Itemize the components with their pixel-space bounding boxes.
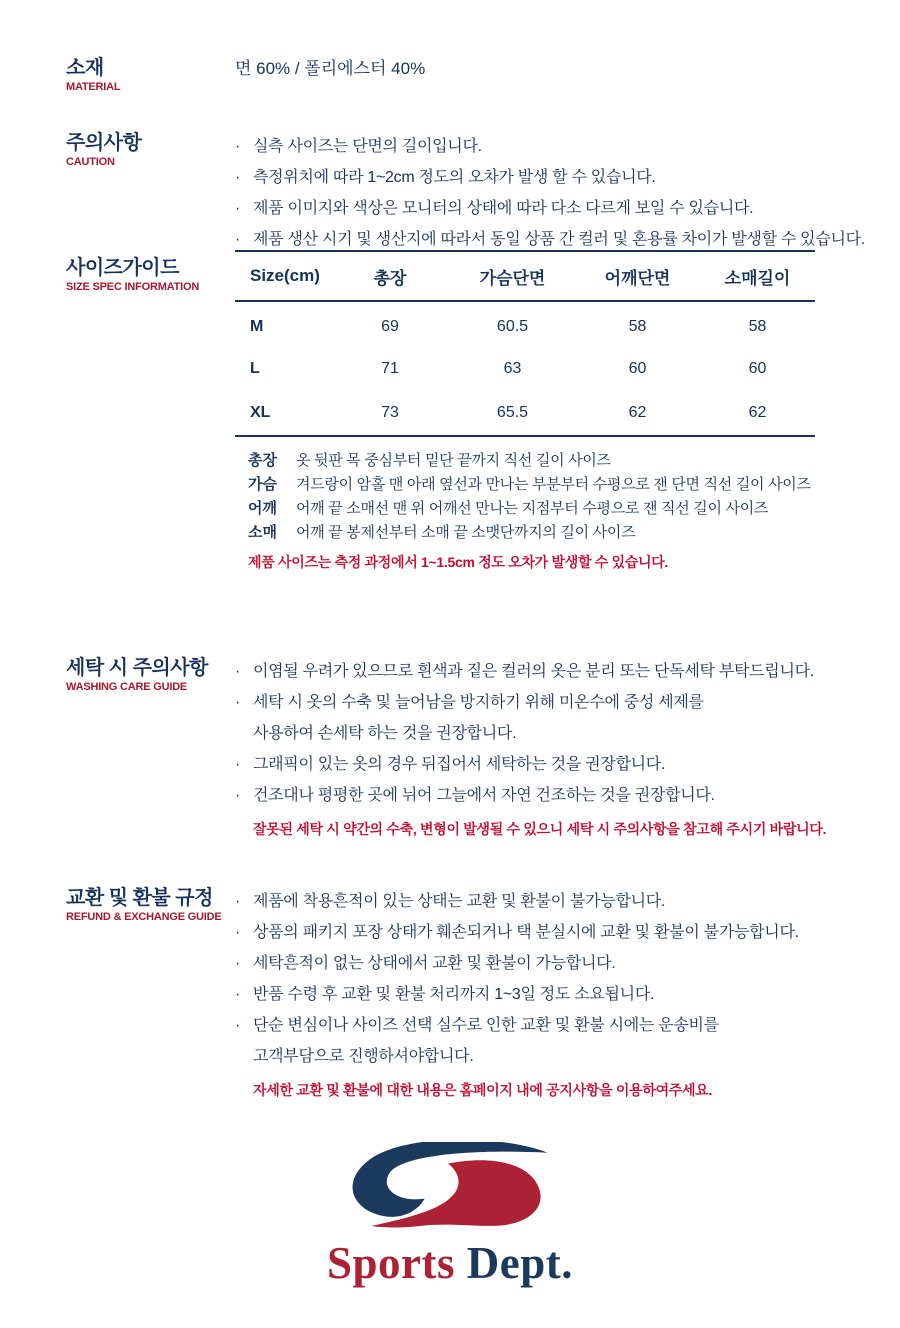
bullet-item — [235, 979, 860, 1010]
size-guide-content — [235, 250, 860, 572]
bullet-dot-icon: · — [235, 231, 241, 248]
material-content — [235, 56, 860, 81]
bullet-text: 실측 사이즈는 단면의 길이입니다. — [253, 138, 482, 155]
bullet-text: 이염될 우려가 있으므로 흰색과 짙은 컬러의 옷은 분리 또는 단독세탁 부탁드립니다. — [253, 663, 814, 680]
size-row-label: L — [250, 359, 260, 377]
measurement-note — [248, 449, 860, 473]
refund-warning: 자세한 교환 및 환불에 대한 내용은 홈페이지 내에 공지사항을 이용하여주세요. — [253, 1082, 713, 1098]
caution-subtitle: CAUTION — [66, 156, 115, 168]
bullet-item — [235, 193, 860, 224]
bullet-item — [235, 780, 860, 811]
material-value: 면 60% / 폴리에스터 40% — [235, 59, 426, 78]
material-label — [66, 56, 235, 93]
refund-subtitle: REFUND & EXCHANGE GUIDE — [66, 911, 222, 923]
bullet-dot-icon: · — [235, 1017, 241, 1034]
size-notes — [235, 449, 860, 545]
measurement-desc: 어깨 끝 봉제선부터 소매 끝 소맷단까지의 길이 사이즈 — [296, 524, 636, 541]
bullet-text: 사용하여 손세탁 하는 것을 권장합니다. — [253, 725, 517, 742]
size-value-cell: 58 — [628, 318, 647, 335]
section-refund — [66, 886, 860, 1103]
bullet-item-continuation — [235, 718, 860, 749]
bullet-text: 단순 변심이나 사이즈 선택 실수로 인한 교환 및 환불 시에는 운송비를 — [253, 1017, 719, 1034]
bullet-text: 측정위치에 따라 1~2cm 정도의 오차가 발생 할 수 있습니다. — [253, 169, 656, 186]
bullet-item — [235, 1010, 860, 1041]
size-row-label: M — [250, 318, 264, 335]
refund-label — [66, 886, 235, 923]
bullet-dot-icon: · — [235, 924, 241, 941]
size-col-header: 총장 — [373, 268, 407, 288]
bullet-dot-icon: · — [235, 694, 241, 711]
sports-dept-swoosh-logo-icon — [347, 1142, 553, 1228]
size-col-header: Size(cm) — [250, 266, 320, 285]
size-table-head — [235, 251, 815, 301]
bullet-text: 제품 이미지와 색상은 모니터의 상태에 따라 다소 다르게 보일 수 있습니다. — [253, 200, 754, 217]
measurement-note — [248, 497, 860, 521]
size-guide-label — [66, 256, 235, 293]
size-row-label: XL — [250, 404, 271, 421]
section-washing — [66, 656, 860, 842]
section-material — [66, 56, 860, 93]
measurement-term: 총장 — [248, 452, 277, 469]
caution-bullet-list — [235, 131, 865, 255]
bullet-item — [235, 687, 860, 718]
size-col-header: 가슴단면 — [479, 268, 546, 288]
washing-content — [235, 656, 860, 842]
bullet-dot-icon: · — [235, 893, 241, 910]
size-value-cell: 62 — [748, 404, 767, 421]
size-value-cell: 71 — [381, 359, 399, 377]
measurement-note — [248, 521, 860, 545]
refund-content — [235, 886, 860, 1103]
measurement-desc: 옷 뒷판 목 중심부터 밑단 끝까지 직선 길이 사이즈 — [296, 452, 611, 469]
refund-bullet-list — [235, 886, 860, 1072]
bullet-item — [235, 162, 860, 193]
measurement-note — [248, 473, 860, 497]
bullet-text: 제품에 착용흔적이 있는 상태는 교환 및 환불이 불가능합니다. — [253, 893, 666, 910]
size-value-cell: 65.5 — [496, 404, 529, 421]
footer-brand — [0, 1142, 900, 1287]
material-subtitle: MATERIAL — [66, 81, 121, 93]
bullet-text: 제품 생산 시기 및 생산지에 따라서 동일 상품 간 컬러 및 혼용률 차이가 발생할 수 있습니다. — [253, 231, 865, 248]
size-table-row — [235, 346, 815, 391]
bullet-item-continuation — [235, 1041, 860, 1072]
size-value-cell: 60 — [748, 359, 767, 377]
caution-label — [66, 131, 235, 168]
washing-bullet-list — [235, 656, 860, 811]
measurement-desc: 겨드랑이 암홀 맨 아래 옆선과 만나는 부분부터 수평으로 잰 단면 직선 길이 사이즈 — [296, 476, 811, 493]
size-spec-table — [235, 250, 815, 437]
washing-label — [66, 656, 235, 693]
washing-subtitle: WASHING CARE GUIDE — [66, 681, 188, 693]
bullet-dot-icon: · — [235, 986, 241, 1003]
bullet-item — [235, 886, 860, 917]
size-table-body — [235, 301, 815, 436]
bullet-item — [235, 917, 860, 948]
size-table-row — [235, 391, 815, 436]
bullet-text: 세탁 시 옷의 수축 및 늘어남을 방지하기 위해 미온수에 중성 세제를 — [253, 694, 704, 711]
bullet-text: 고객부담으로 진행하셔야합니다. — [253, 1048, 474, 1065]
size-table-row — [235, 301, 815, 346]
brand-word-sports: Sports — [326, 1238, 456, 1288]
size-guide-title: 사이즈가이드 — [66, 257, 179, 279]
size-value-cell: 60 — [628, 359, 647, 377]
size-guide-subtitle: SIZE SPEC INFORMATION — [66, 281, 200, 293]
bullet-text: 반품 수령 후 교환 및 환불 처리까지 1~3일 정도 소요됩니다. — [253, 986, 655, 1003]
washing-warning: 잘못된 세탁 시 약간의 수축, 변형이 발생될 수 있으니 세탁 시 주의사항을 참고해 주시기 바랍니다. — [253, 821, 827, 837]
section-caution — [66, 131, 865, 255]
size-col-header: 어깨단면 — [604, 268, 671, 288]
bullet-dot-icon: · — [235, 169, 241, 186]
bullet-dot-icon: · — [235, 756, 241, 773]
bullet-dot-icon: · — [235, 663, 241, 680]
size-table-wrap — [235, 250, 815, 437]
bullet-dot-icon: · — [235, 138, 241, 155]
caution-content — [235, 131, 865, 255]
bullet-dot-icon: · — [235, 200, 241, 217]
bullet-item — [235, 656, 860, 687]
size-value-cell: 73 — [381, 404, 399, 421]
bullet-dot-icon: · — [235, 787, 241, 804]
size-table-header-row — [235, 251, 815, 301]
bullet-text: 그래픽이 있는 옷의 경우 뒤집어서 세탁하는 것을 권장합니다. — [253, 756, 666, 773]
size-value-cell: 60.5 — [496, 318, 529, 335]
bullet-item — [235, 948, 860, 979]
size-value-cell: 63 — [503, 359, 522, 377]
measurement-term: 가슴 — [248, 476, 277, 493]
bullet-dot-icon: · — [235, 955, 241, 972]
brand-wordmark — [0, 1239, 900, 1287]
measurement-desc: 어깨 끝 소매선 맨 위 어깨선 만나는 지점부터 수평으로 잰 직선 길이 사이즈 — [296, 500, 769, 517]
bullet-item — [235, 749, 860, 780]
brand-word-dept: Dept. — [466, 1238, 573, 1288]
refund-title: 교환 및 환불 규정 — [66, 887, 213, 909]
material-title: 소재 — [66, 57, 104, 79]
bullet-text: 상품의 패키지 포장 상태가 훼손되거나 택 분실시에 교환 및 환불이 불가능합니다. — [253, 924, 799, 941]
bullet-item — [235, 131, 860, 162]
section-size-guide — [66, 256, 860, 572]
bullet-text: 세탁흔적이 없는 상태에서 교환 및 환불이 가능합니다. — [253, 955, 616, 972]
size-warning: 제품 사이즈는 측정 과정에서 1~1.5cm 정도 오차가 발생할 수 있습니다. — [248, 554, 669, 570]
measurement-term: 어깨 — [248, 500, 277, 517]
bullet-text: 건조대나 평평한 곳에 뉘어 그늘에서 자연 건조하는 것을 권장합니다. — [253, 787, 715, 804]
measurement-term: 소매 — [248, 524, 277, 541]
caution-title: 주의사항 — [66, 132, 142, 154]
size-value-cell: 69 — [381, 318, 399, 335]
washing-title: 세탁 시 주의사항 — [66, 657, 208, 679]
size-value-cell: 58 — [748, 318, 767, 335]
size-col-header: 소매길이 — [724, 268, 791, 288]
size-value-cell: 62 — [628, 404, 647, 421]
